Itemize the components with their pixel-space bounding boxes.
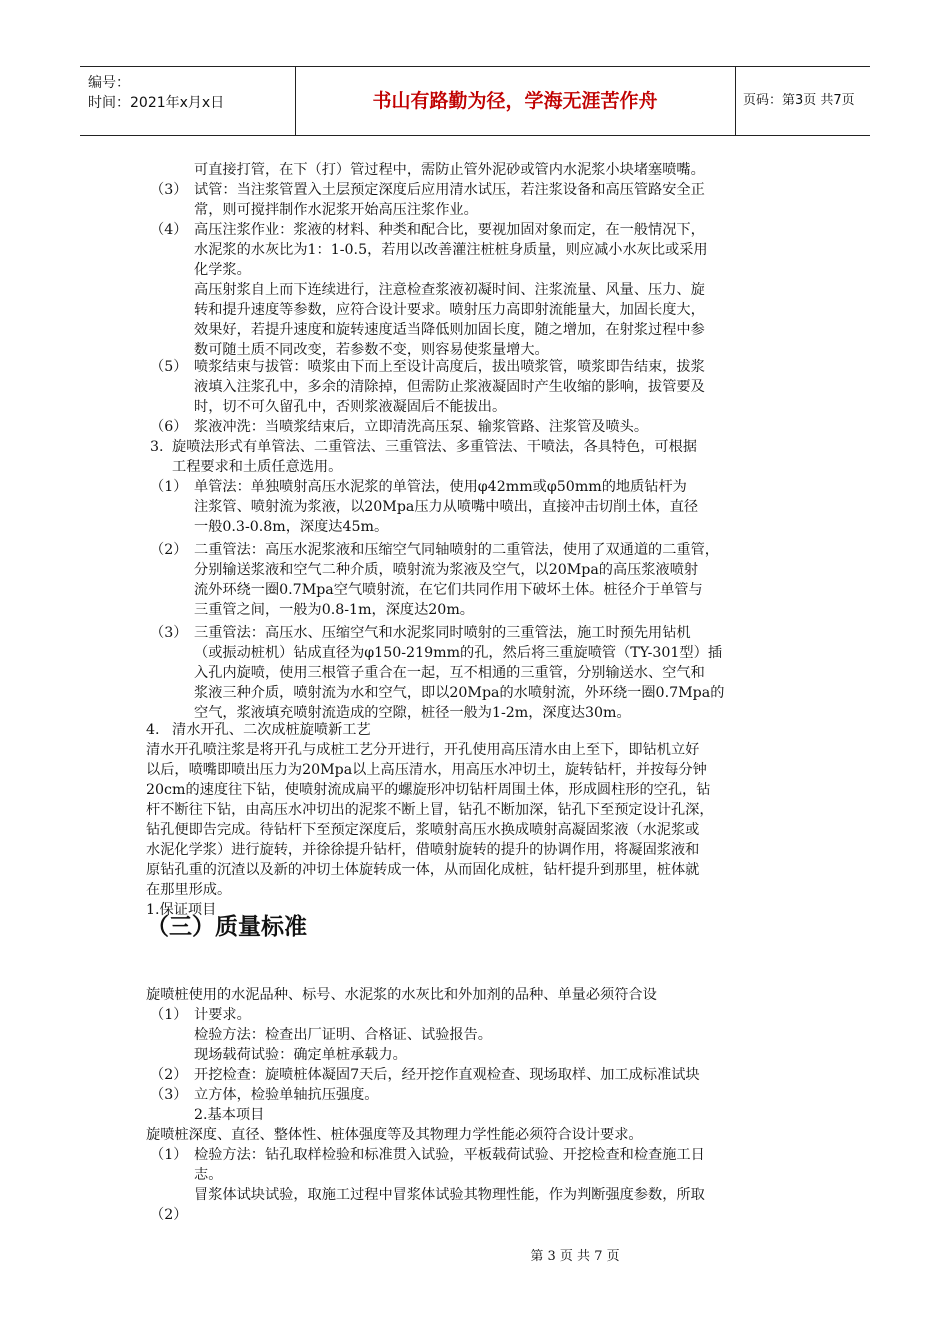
text-line: 喷浆结束与拔管：喷浆由下而上至设计高度后，拔出喷浆管，喷浆即告结束，拔浆	[194, 359, 705, 375]
text-line: 2.基本项目	[194, 1107, 265, 1123]
text-line: 水泥浆的水灰比为1：1-0.5，若用以改善灌注桩桩身质量，则应减小水灰比或采用	[194, 242, 708, 258]
text-line: 清水开孔、二次成桩旋喷新工艺	[172, 722, 371, 738]
text-line: 一般0.3-0.8m，深度达45m。	[194, 519, 389, 535]
text-line: 三重管法：高压水、压缩空气和水泥浆同时喷射的三重管法，施工时预先用钻机	[194, 625, 691, 641]
list-marker: （1）	[150, 479, 188, 495]
text-line: 钻孔便即告完成。待钻杆下至预定深度后，浆喷射高压水换成喷射高凝固浆液（水泥浆或	[146, 822, 700, 838]
text-line: 时，切不可久留孔中，否则浆液凝固后不能拔出。	[194, 399, 507, 415]
text-line: 在那里形成。	[146, 882, 232, 898]
list-marker: （4）	[150, 222, 188, 238]
text-line: 三重管之间，一般为0.8-1m，深度达20m。	[194, 602, 474, 618]
footer-page-number: 第 3 页 共 7 页	[530, 1249, 620, 1264]
text-line: 旋喷桩深度、直径、整体性、桩体强度等及其物理力学性能必须符合设计要求。	[146, 1127, 643, 1143]
text-line: 空气，浆液填充喷射流造成的空隙，桩径一般为1-2m，深度达30m。	[194, 705, 631, 721]
text-line: 工程要求和土质任意选用。	[172, 459, 343, 475]
list-marker: （3）	[150, 625, 188, 641]
section-heading: （三）质量标准	[146, 914, 307, 940]
text-line: 化学浆。	[194, 262, 251, 278]
text-line: 志。	[194, 1167, 223, 1183]
text-line: 水泥化学浆）进行旋转，并徐徐提升钻杆，借喷射旋转的提升的协调作用，将凝固浆液和	[146, 842, 700, 858]
text-line: 流外环绕一圈0.7Mpa空气喷射流，在它们共同作用下破坏土体。桩径介于单管与	[194, 582, 703, 598]
list-marker: （3）	[150, 182, 188, 198]
list-marker: （1）	[150, 1147, 188, 1163]
list-marker: （3）	[150, 1087, 188, 1103]
page-header	[80, 66, 870, 136]
text-line: （或振动桩机）钻成直径为φ150-219mm的孔，然后将三重旋喷管（TY-301型）插	[194, 645, 723, 661]
header-number-label: 编号：	[88, 75, 130, 91]
text-line: 高压射浆自上而下连续进行，注意检查浆液初凝时间、注浆流量、风量、压力、旋	[194, 282, 705, 298]
text-line: 立方体，检验单轴抗压强度。	[194, 1087, 379, 1103]
text-line: 转和提升速度等参数，应符合设计要求。喷射压力高即射流能量大，加固长度大，	[194, 302, 705, 318]
text-line: 旋喷法形式有单管法、二重管法、三重管法、多重管法、干喷法，各具特色，可根据	[172, 439, 697, 455]
list-marker: （6）	[150, 419, 188, 435]
text-line: 效果好，若提升速度和旋转速度适当降低则加固长度，随之增加，在射浆过程中参	[194, 322, 705, 338]
text-line: 数可随土质不同改变，若参数不变，则容易使浆量增大。	[194, 342, 549, 358]
text-line: 浆液三种介质，喷射流为水和空气，即以20Mpa的水喷射流，外环绕一圈0.7Mpa的	[194, 685, 725, 701]
text-line: 现场载荷试验：确定单桩承载力。	[194, 1047, 407, 1063]
text-line: 原钻孔重的沉渣以及新的冲切土体旋转成一体，从而固化成桩，钻杆提升到那里，桩体就	[146, 862, 700, 878]
list-marker: 4.	[146, 722, 160, 738]
list-marker: （5）	[150, 359, 188, 375]
list-marker: （2）	[150, 542, 188, 558]
list-marker: （1）	[150, 1007, 188, 1023]
list-marker: （2）	[150, 1067, 188, 1083]
text-line: 试管：当注浆管置入土层预定深度后应用清水试压，若注浆设备和高压管路安全正	[194, 182, 705, 198]
page-footer	[0, 1245, 950, 1264]
text-line: 二重管法：高压水泥浆液和压缩空气同轴喷射的二重管法，使用了双通道的二重管，	[194, 542, 719, 558]
text-line: 旋喷桩使用的水泥品种、标号、水泥浆的水灰比和外加剂的品种、单量必须符合设	[146, 987, 657, 1003]
text-line: 检验方法：钻孔取样检验和标准贯入试验，平板载荷试验、开挖检查和检查施工日	[194, 1147, 705, 1163]
text-line: 1.保证项目	[146, 902, 217, 918]
text-line: 液填入注浆孔中，多余的清除掉，但需防止浆液凝固时产生收缩的影响，拔管要及	[194, 379, 705, 395]
text-line: 20cm的速度往下钻，使喷射流成扁平的螺旋形冲切钻杆周围土体，形成圆柱形的空孔，钻	[146, 782, 711, 798]
list-marker: 3.	[150, 439, 164, 455]
list-marker: （2）	[150, 1207, 188, 1223]
text-line: 开挖检查：旋喷桩体凝固7天后，经开挖作直观检查、现场取样、加工成标准试块	[194, 1067, 700, 1083]
header-slogan: 书山有路勤为径，学海无涯苦作舟	[295, 67, 736, 135]
text-line: 清水开孔喷注浆是将开孔与成桩工艺分开进行，开孔使用高压清水由上至下，即钻机立好	[146, 742, 700, 758]
header-left-cell	[80, 67, 296, 135]
text-line: 高压注浆作业：浆液的材料、种类和配合比，要视加固对象而定，在一般情况下，	[194, 222, 705, 238]
text-line: 单管法：单独喷射高压水泥浆的单管法，使用φ42mm或φ50mm的地质钻杆为	[194, 479, 687, 495]
text-line: 分别输送浆液和空气二种介质，喷射流为浆液及空气，以20Mpa的高压浆液喷射	[194, 562, 699, 578]
header-page-info: 页码：第3页 共7页	[743, 93, 855, 108]
text-line: 检验方法：检查出厂证明、合格证、试验报告。	[194, 1027, 492, 1043]
text-line: 可直接打管，在下（打）管过程中，需防止管外泥砂或管内水泥浆小块堵塞喷嘴。	[194, 162, 705, 178]
text-line: 浆液冲洗：当喷浆结束后，立即清洗高压泵、输浆管路、注浆管及喷头。	[194, 419, 649, 435]
text-line: 常，则可搅拌制作水泥浆开始高压注浆作业。	[194, 202, 478, 218]
header-time-label: 时间：2021年x月x日	[88, 95, 225, 111]
text-line: 入孔内旋喷，使用三根管子重合在一起，互不相通的三重管，分别输送水、空气和	[194, 665, 705, 681]
text-line: 杆不断往下钻，由高压水冲切出的泥浆不断上冒，钻孔不断加深，钻孔下至预定设计孔深，	[146, 802, 714, 818]
text-line: 注浆管、喷射流为浆液，以20Mpa压力从喷嘴中喷出，直接冲击切削土体，直径	[194, 499, 699, 515]
text-line: 计要求。	[194, 1007, 251, 1023]
text-line: 以后，喷嘴即喷出压力为20Mpa以上高压清水，用高压水冲切土，旋转钻杆，并按每分钟	[146, 762, 707, 778]
text-line: 冒浆体试块试验，取施工过程中冒浆体试验其物理性能，作为判断强度参数，所取	[194, 1187, 705, 1203]
